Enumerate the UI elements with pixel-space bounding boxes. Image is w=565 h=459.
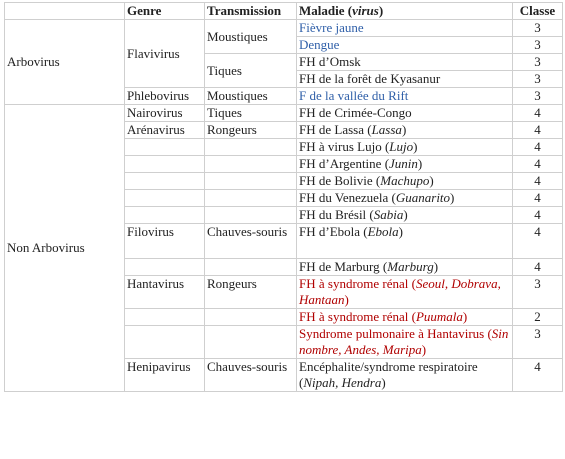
header-row: [5, 3, 563, 20]
maladie-cell: FH de Bolivie (Machupo): [297, 173, 513, 190]
genre-henipavirus: Henipavirus: [125, 359, 205, 392]
classe-cell: 4: [513, 259, 563, 276]
classe-cell: 4: [513, 139, 563, 156]
genre-filovirus: Filovirus: [125, 224, 205, 259]
genre-phlebovirus: Phlebovirus: [125, 88, 205, 105]
maladie-cell: Dengue: [297, 37, 513, 54]
classe-cell: 4: [513, 105, 563, 122]
classe-cell: 4: [513, 190, 563, 207]
empty-cell: [205, 190, 297, 207]
classe-cell: 3: [513, 20, 563, 37]
classe-cell: 3: [513, 71, 563, 88]
table-row: [5, 105, 563, 122]
maladie-cell: FH de Lassa (Lassa): [297, 122, 513, 139]
header-group: [5, 3, 125, 20]
virus-classification-table: [4, 2, 563, 392]
empty-cell: [125, 190, 205, 207]
transmission-tiques: Tiques: [205, 54, 297, 88]
maladie-cell: FH à syndrome rénal (Seoul, Dobrava, Hantaan): [297, 276, 513, 309]
maladie-cell: FH à virus Lujo (Lujo): [297, 139, 513, 156]
maladie-cell: FH du Venezuela (Guanarito): [297, 190, 513, 207]
transmission-rongeurs: Rongeurs: [205, 122, 297, 139]
maladie-cell: FH à syndrome rénal (Puumala): [297, 309, 513, 326]
empty-cell: [205, 326, 297, 359]
transmission-moustiques: Moustiques: [205, 20, 297, 54]
maladie-cell: F de la vallée du Rift: [297, 88, 513, 105]
transmission-chauves-souris: Chauves-souris: [205, 359, 297, 392]
genre-flavivirus: Flavivirus: [125, 20, 205, 88]
table-row: [5, 20, 563, 37]
classe-cell: 4: [513, 173, 563, 190]
empty-cell: [125, 207, 205, 224]
header-transmission: Transmission: [205, 3, 297, 20]
classe-cell: 3: [513, 54, 563, 71]
empty-cell: [205, 139, 297, 156]
maladie-cell: FH d’Omsk: [297, 54, 513, 71]
classe-cell: 3: [513, 88, 563, 105]
empty-cell: [125, 326, 205, 359]
empty-cell: [205, 309, 297, 326]
transmission-moustiques: Moustiques: [205, 88, 297, 105]
empty-cell: [205, 207, 297, 224]
transmission-tiques: Tiques: [205, 105, 297, 122]
maladie-cell: FH d’Argentine (Junin): [297, 156, 513, 173]
classe-cell: 3: [513, 326, 563, 359]
maladie-cell: Fièvre jaune: [297, 20, 513, 37]
empty-cell: [205, 173, 297, 190]
maladie-cell: FH du Brésil (Sabia): [297, 207, 513, 224]
empty-cell: [125, 259, 205, 276]
classe-cell: 4: [513, 224, 563, 259]
genre-arenavirus: Arénavirus: [125, 122, 205, 139]
group-arbovirus: Arbovirus: [5, 20, 125, 105]
genre-hantavirus: Hantavirus: [125, 276, 205, 309]
header-maladie: Maladie (virus): [297, 3, 513, 20]
empty-cell: [125, 156, 205, 173]
maladie-cell: Encéphalite/syndrome respiratoire (Nipah, Hendra): [297, 359, 513, 392]
empty-cell: [125, 173, 205, 190]
empty-cell: [205, 259, 297, 276]
transmission-chauves-souris: Chauves-souris: [205, 224, 297, 259]
header-genre: Genre: [125, 3, 205, 20]
classe-cell: 4: [513, 359, 563, 392]
maladie-cell: FH de la forêt de Kyasanur: [297, 71, 513, 88]
classe-cell: 3: [513, 37, 563, 54]
classe-cell: 4: [513, 207, 563, 224]
classe-cell: 2: [513, 309, 563, 326]
maladie-cell: FH d’Ebola (Ebola): [297, 224, 513, 259]
classe-cell: 4: [513, 156, 563, 173]
classe-cell: 3: [513, 276, 563, 309]
empty-cell: [125, 309, 205, 326]
classe-cell: 4: [513, 122, 563, 139]
empty-cell: [125, 139, 205, 156]
maladie-cell: FH de Marburg (Marburg): [297, 259, 513, 276]
maladie-cell: Syndrome pulmonaire à Hantavirus (Sin nombre, Andes, Maripa): [297, 326, 513, 359]
genre-nairovirus: Nairovirus: [125, 105, 205, 122]
transmission-rongeurs: Rongeurs: [205, 276, 297, 309]
empty-cell: [205, 156, 297, 173]
header-classe: Classe: [513, 3, 563, 20]
group-non-arbovirus: Non Arbovirus: [5, 105, 125, 392]
maladie-cell: FH de Crimée-Congo: [297, 105, 513, 122]
